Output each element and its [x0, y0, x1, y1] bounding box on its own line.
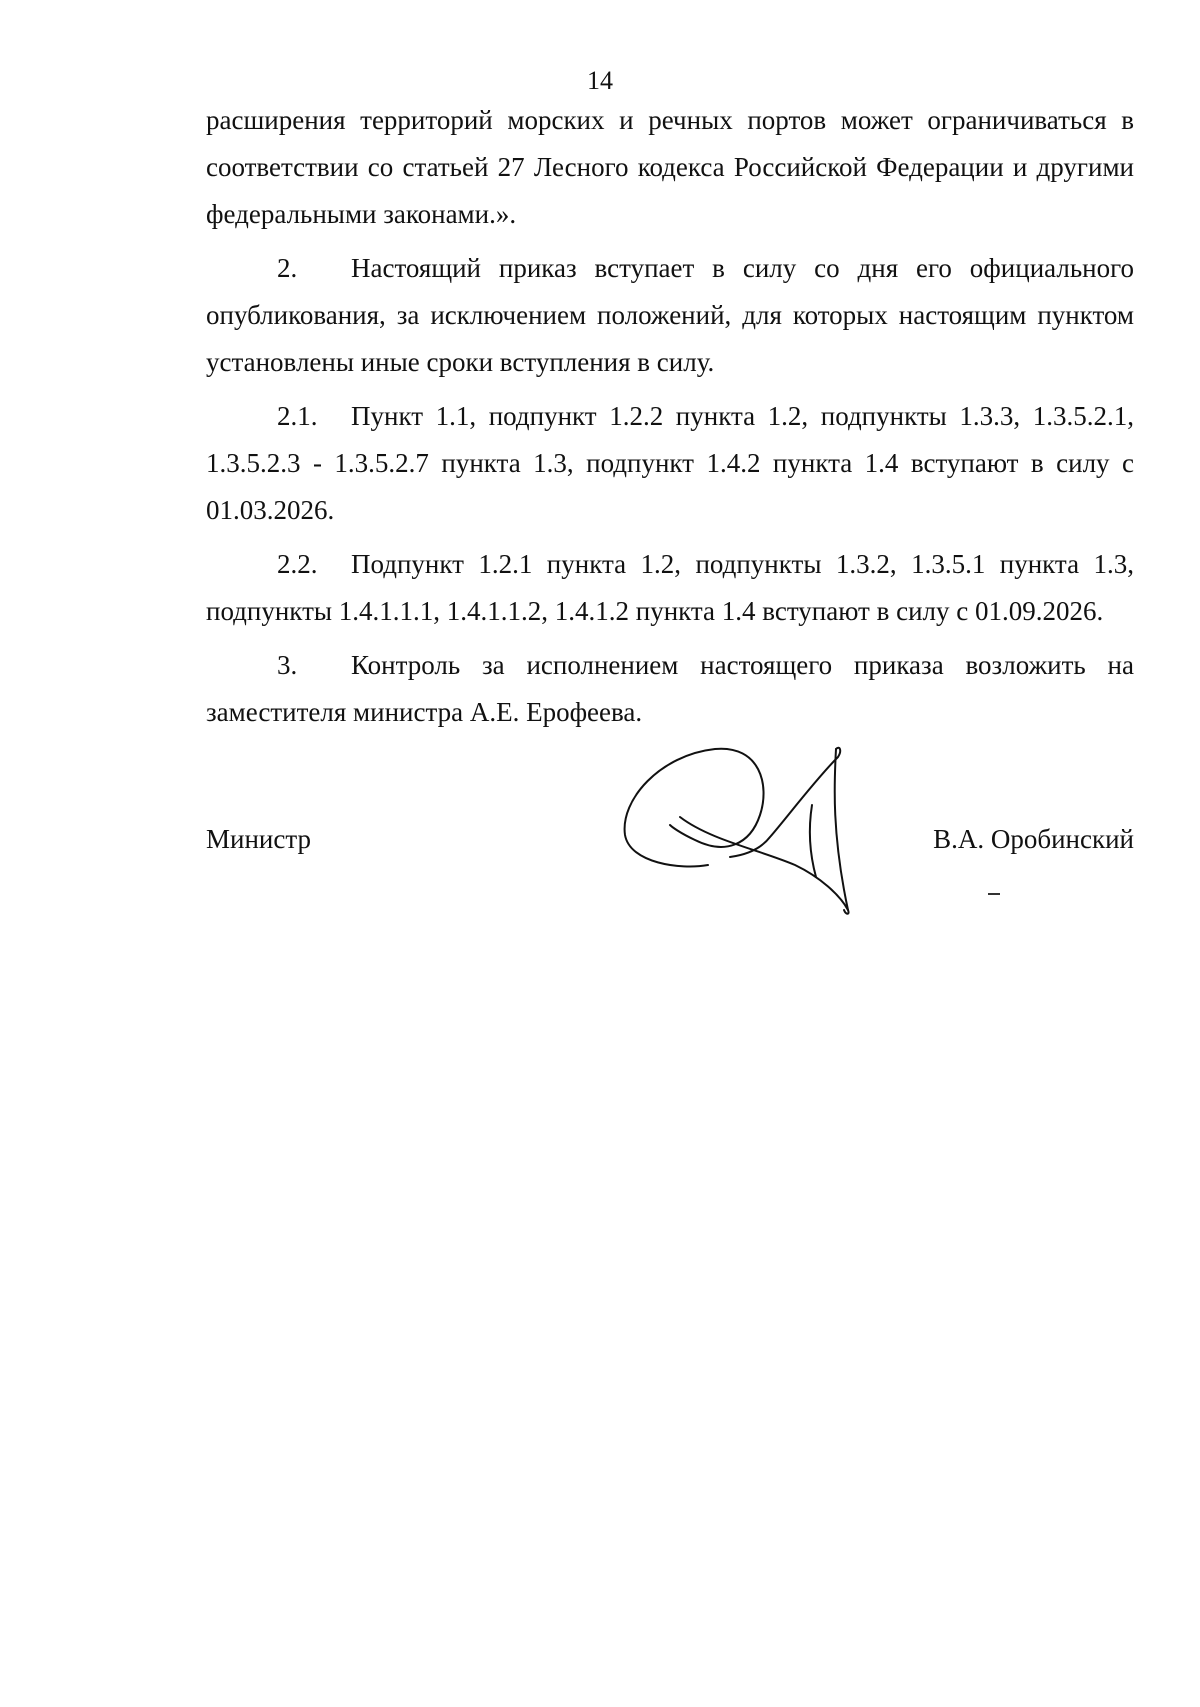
signatory-name: В.А. Оробинский — [933, 824, 1134, 854]
paragraph-3 — [206, 642, 1134, 736]
paragraph-number: 3. — [277, 650, 298, 680]
paragraph-text: Подпункт 1.2.1 пункта 1.2, подпункты 1.3.2, 1.3.5.1 пункта 1.3, подпункты 1.4.1.1.1, 1.4.1.1.2, 1.4.1.2 пункта 1.4 вступают в силу с 01.09.2026. — [206, 549, 1134, 626]
handwritten-signature — [620, 745, 910, 945]
paragraph-number: 2.2. — [277, 549, 318, 579]
signature-tail-stroke — [835, 749, 849, 914]
paragraph-number: 2. — [277, 253, 298, 283]
signature-loop-stroke — [625, 749, 764, 867]
continued-paragraph — [206, 97, 1134, 238]
paragraph-number: 2.1. — [277, 401, 318, 431]
paragraph-2 — [206, 245, 1134, 386]
paragraph-2-1 — [206, 393, 1134, 534]
page-number: 14 — [587, 66, 613, 95]
signature-middle-stroke — [730, 748, 840, 857]
paragraph-text: расширения территорий морских и речных портов может ограничиваться в соответствии со статьей 27 Лесного кодекса Российской Федерации и другими федеральными законами.». — [206, 105, 1134, 229]
document-body — [206, 97, 1134, 736]
dash-mark — [988, 893, 1000, 895]
paragraph-2-2 — [206, 541, 1134, 635]
paragraph-text: Пункт 1.1, подпункт 1.2.2 пункта 1.2, подпункты 1.3.3, 1.3.5.2.1, 1.3.5.2.3 - 1.3.5.2.7 пункта 1.3, подпункт 1.4.2 пункта 1.4 вступают в силу с 01.03.2026. — [206, 401, 1134, 525]
signature-hook-stroke — [810, 805, 816, 877]
signature-cross-stroke — [680, 817, 848, 910]
signatory-title: Министр — [206, 824, 311, 854]
paragraph-text: Настоящий приказ вступает в силу со дня его официального опубликования, за исключением положений, для которых настоящим пунктом установлены иные сроки вступления в силу. — [206, 253, 1134, 377]
paragraph-text: Контроль за исполнением настоящего приказа возложить на заместителя министра А.Е. Ерофеева. — [206, 650, 1134, 727]
